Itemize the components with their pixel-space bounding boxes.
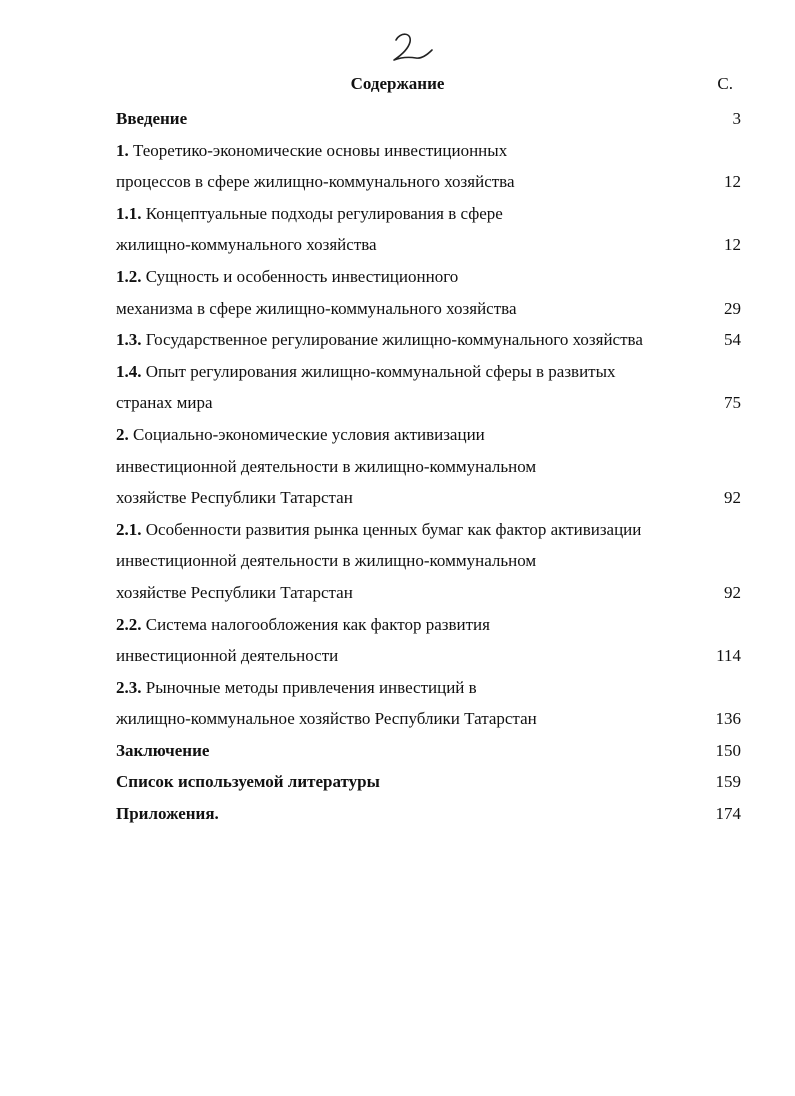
toc-entry-line [116, 293, 748, 325]
toc-entry-line [116, 609, 748, 641]
toc-entry-page: 92 [724, 488, 741, 508]
toc-entry-title: Сущность и особенность инвестиционного [141, 266, 459, 286]
toc-entry-number: 1.1. [116, 203, 142, 223]
toc-entry [116, 198, 748, 261]
toc-entry-line [116, 735, 748, 767]
toc-entry-title: хозяйстве Республики Татарстан [116, 488, 353, 508]
toc-entry [116, 419, 748, 514]
toc-entry-number: 1.4. [116, 361, 142, 381]
toc-entry-number: 2.1. [116, 519, 142, 539]
toc-entry [116, 135, 748, 198]
toc-entry-title: инвестиционной деятельности в жилищно-коммунальном [116, 456, 537, 476]
toc-entry-page: 12 [724, 172, 741, 192]
page-column-label: С. [717, 74, 733, 93]
toc-entry-number: 2.3. [116, 677, 142, 697]
toc-entry-page: 174 [715, 804, 741, 824]
toc-entry-line [116, 640, 748, 672]
toc-entry-line [116, 577, 748, 609]
toc-entry-line [116, 672, 748, 704]
toc-entry-line [116, 451, 748, 483]
toc-entry-line [116, 356, 748, 388]
toc-entry-title: хозяйстве Республики Татарстан [116, 582, 353, 602]
toc-entry-page: 29 [724, 298, 741, 318]
toc-entry-line [116, 387, 748, 419]
toc-entry-line [116, 198, 748, 230]
toc-entry-line [116, 514, 748, 546]
toc-entry-page: 136 [715, 709, 741, 729]
toc-entry-line [116, 103, 748, 135]
toc-entry-title: Заключение [116, 740, 210, 760]
handwritten-page-number [388, 30, 438, 66]
toc-entry-page: 12 [724, 235, 741, 255]
toc-entry-title: жилищно-коммунального хозяйства [116, 235, 377, 255]
toc-entry-page: 114 [716, 646, 741, 666]
toc-entry-title: Приложения. [116, 804, 219, 824]
toc-entry [116, 735, 748, 767]
toc-entry-page: 75 [724, 393, 741, 413]
toc-entry-page: 150 [715, 740, 741, 760]
toc-entry [116, 766, 748, 798]
table-of-contents [116, 103, 748, 830]
toc-entry-title: Теоретико-экономические основы инвестиционных [128, 140, 508, 160]
toc-entry-line [116, 545, 748, 577]
toc-entry [116, 324, 748, 356]
toc-entry-line [116, 135, 748, 167]
toc-entry-title: Система налогообложения как фактор развития [141, 614, 490, 634]
toc-entry [116, 609, 748, 672]
toc-entry [116, 356, 748, 419]
toc-entry [116, 798, 748, 830]
toc-entry-line [116, 766, 748, 798]
toc-entry-number: 1.2. [116, 266, 142, 286]
toc-entry-number: 2.2. [116, 614, 142, 634]
toc-entry-page: 92 [724, 582, 741, 602]
toc-entry [116, 261, 748, 324]
toc-entry-title: Концептуальные подходы регулирования в сфере [141, 203, 503, 223]
toc-entry-line [116, 229, 748, 261]
toc-entry-title: Особенности развития рынка ценных бумаг как фактор активизации [141, 519, 642, 539]
toc-entry-number: 2. [116, 424, 129, 444]
toc-entry [116, 103, 748, 135]
toc-entry-line [116, 703, 748, 735]
toc-entry-line [116, 324, 748, 356]
toc-entry-title: жилищно-коммунальное хозяйство Республики Татарстан [116, 709, 537, 729]
toc-entry-line [116, 798, 748, 830]
toc-entry-title: странах мира [116, 393, 213, 413]
toc-entry-line [116, 482, 748, 514]
toc-entry-title: Список используемой литературы [116, 772, 380, 792]
toc-entry-line [116, 166, 748, 198]
toc-entry [116, 514, 748, 609]
toc-entry-title: Опыт регулирования жилищно-коммунальной сферы в развитых [141, 361, 616, 381]
toc-entry-title: Рыночные методы привлечения инвестиций в [141, 677, 477, 697]
toc-entry-title: процессов в сфере жилищно-коммунального хозяйства [116, 172, 515, 192]
toc-entry-title: инвестиционной деятельности в жилищно-коммунальном [116, 551, 537, 571]
toc-entry [116, 672, 748, 735]
toc-title: Содержание [350, 74, 445, 93]
toc-entry-page: 54 [724, 330, 741, 350]
toc-entry-title: механизма в сфере жилищно-коммунального хозяйства [116, 298, 517, 318]
toc-entry-line [116, 419, 748, 451]
toc-entry-title: Государственное регулирование жилищно-коммунального хозяйства [141, 330, 643, 350]
toc-entry-line [116, 261, 748, 293]
toc-entry-number: 1.3. [116, 330, 142, 350]
toc-entry-number: 1. [116, 140, 129, 160]
toc-entry-title: инвестиционной деятельности [116, 646, 339, 666]
toc-entry-title: Социально-экономические условия активизации [128, 424, 485, 444]
toc-entry-page: 159 [715, 772, 741, 792]
toc-entry-title: Введение [116, 109, 188, 128]
toc-entry-page: 3 [732, 109, 741, 128]
